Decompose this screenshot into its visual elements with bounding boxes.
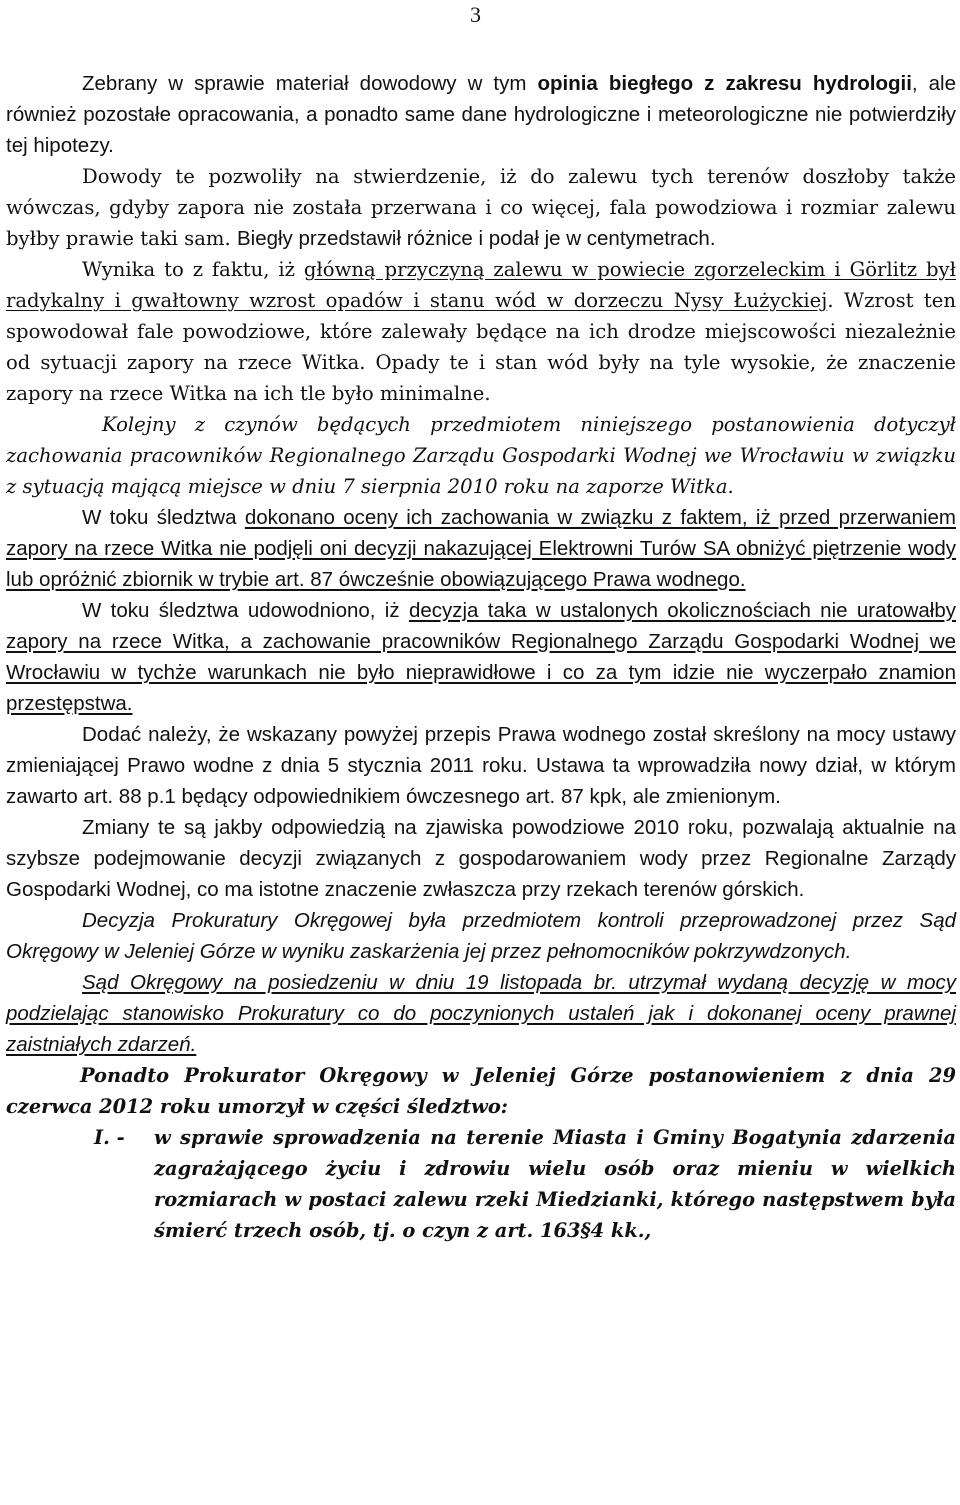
list-item (6, 1122, 956, 1246)
decision-text: Ponadto Prokurator Okręgowy w Jeleniej Górze postanowieniem z dnia 29 czerwca 2012 roku umorzył w części śledztwo: (6, 1064, 956, 1118)
paragraph-10-underlined-text: Sąd Okręgowy na posiedzeniu w dniu 19 listopada br. utrzymał wydaną decyzję w mocy podzielając stanowisko Prokuratury co do poczynionych ustaleń jak i dokonanej oceny prawnej zaistniałych zdarzeń. (6, 971, 956, 1056)
list-item-marker: I. - (94, 1126, 125, 1149)
document-body (6, 68, 956, 1246)
paragraph-8-text: Zmiany te są jakby odpowiedzią na zjawiska powodziowe 2010 roku, pozwalają aktualnie na szybsze podejmowanie decyzji związanych z gospodarowaniem wody przez Regionalne Zarządy Gospodarki Wodnej, co ma istotne znaczenie zwłaszcza przy rzekach terenów górskich. (6, 816, 956, 901)
paragraph-2 (6, 161, 956, 254)
paragraph-5-text-a: W toku śledztwa (82, 506, 245, 529)
paragraph-5-underlined-text: dokonano oceny ich zachowania w związku z faktem, iż przed przerwaniem zapory na rzece Witka nie podjęli oni decyzji nakazującej Elektrowni Turów SA obniżyć piętrzenie wody lub opróżnić zbiornik w trybie art. 87 ówcześnie obowiązującego Prawa wodnego. (6, 506, 956, 591)
list-item-text: w sprawie sprowadzenia na terenie Miasta i Gminy Bogatynia zdarzenia zagrażającego życiu i zdrowiu wielu osób oraz mieniu w wielkich rozmiarach w postaci zalewu rzeki Miedzianki, którego następstwem była śmierć trzech osób, tj. o czyn z art. 163§4 kk., (154, 1126, 956, 1242)
paragraph-10 (6, 967, 956, 1060)
paragraph-7-text: Dodać należy, że wskazany powyżej przepis Prawa wodnego został skreślony na mocy ustawy zmieniającej Prawo wodne z dnia 5 stycznia 2011 roku. Ustawa ta wprowadziła nowy dział, w którym zawarto art. 88 p.1 będący odpowiednikiem ówczesnego art. 87 kpk, ale zmienionym. (6, 723, 956, 808)
paragraph-4 (6, 409, 956, 502)
paragraph-7 (6, 719, 956, 812)
paragraph-4-text: Kolejny z czynów będących przedmiotem niniejszego postanowienia dotyczył zachowania pracowników Regionalnego Zarządu Gospodarki Wodnej we Wrocławiu w związku z sytuacją mającą miejsce w dniu 7 sierpnia 2010 roku na zaporze Witka. (6, 413, 956, 498)
paragraph-8 (6, 812, 956, 905)
paragraph-1-text-b: , ale również pozostałe opracowania, a ponadto same dane hydrologiczne i meteorologiczne nie potwierdziły tej hipotezy. (6, 72, 957, 157)
paragraph-9 (6, 905, 956, 967)
paragraph-5 (6, 502, 956, 595)
paragraph-3-text-b: . Wzrost ten spowodował fale powodziowe, które zalewały będące na ich drodze miejscowości niezależnie od sytuacji zapory na rzece Witka. Opady te i stan wód były na tyle wysokie, że znaczenie zapory na rzece Witka na ich tle było minimalne. (6, 289, 957, 405)
paragraph-3-underlined-text: główną przyczyną zalewu w powiecie zgorzeleckim i Görlitz był radykalny i gwałtowny wzrost opadów i stanu wód w dorzeczu Nysy Łużyckiej (6, 258, 956, 312)
page-number: 3 (470, 2, 481, 27)
paragraph-9-text: Decyzja Prokuratury Okręgowej była przedmiotem kontroli przeprowadzonej przez Sąd Okręgowy w Jeleniej Górze w wyniku zaskarżenia jej przez pełnomocników pokrzywdzonych. (6, 909, 956, 963)
decision-paragraph (6, 1060, 956, 1122)
paragraph-1 (6, 68, 956, 161)
paragraph-6-underlined-text: decyzja taka w ustalonych okolicznościach nie uratowałby zapory na rzece Witka, a zachowanie pracowników Regionalnego Zarządu Gospodarki Wodnej we Wrocławiu w tychże warunkach nie było nieprawidłowe i co za tym idzie nie wyczerpało znamion przestępstwa. (6, 599, 956, 715)
paragraph-1-bold-text: opinia biegłego z zakresu hydrologii (537, 72, 912, 95)
paragraph-1-text-a: Zebrany w sprawie materiał dowodowy w tym (82, 72, 538, 95)
paragraph-3-text-a: Wynika to z faktu, iż (82, 258, 304, 281)
paragraph-6 (6, 595, 956, 719)
paragraph-3 (6, 254, 956, 409)
paragraph-2-text-a: Dowody te pozwoliły na stwierdzenie, iż do zalewu tych terenów doszłoby także wówczas, gdyby zapora nie została przerwana i co więcej, fala powodziowa i rozmiar zalewu byłby prawie taki sam. (6, 165, 956, 250)
paragraph-6-text-a: W toku śledztwa udowodniono, iż (82, 599, 409, 622)
paragraph-2-text-b: Biegły przedstawił różnice i podał je w centymetrach. (236, 227, 716, 250)
